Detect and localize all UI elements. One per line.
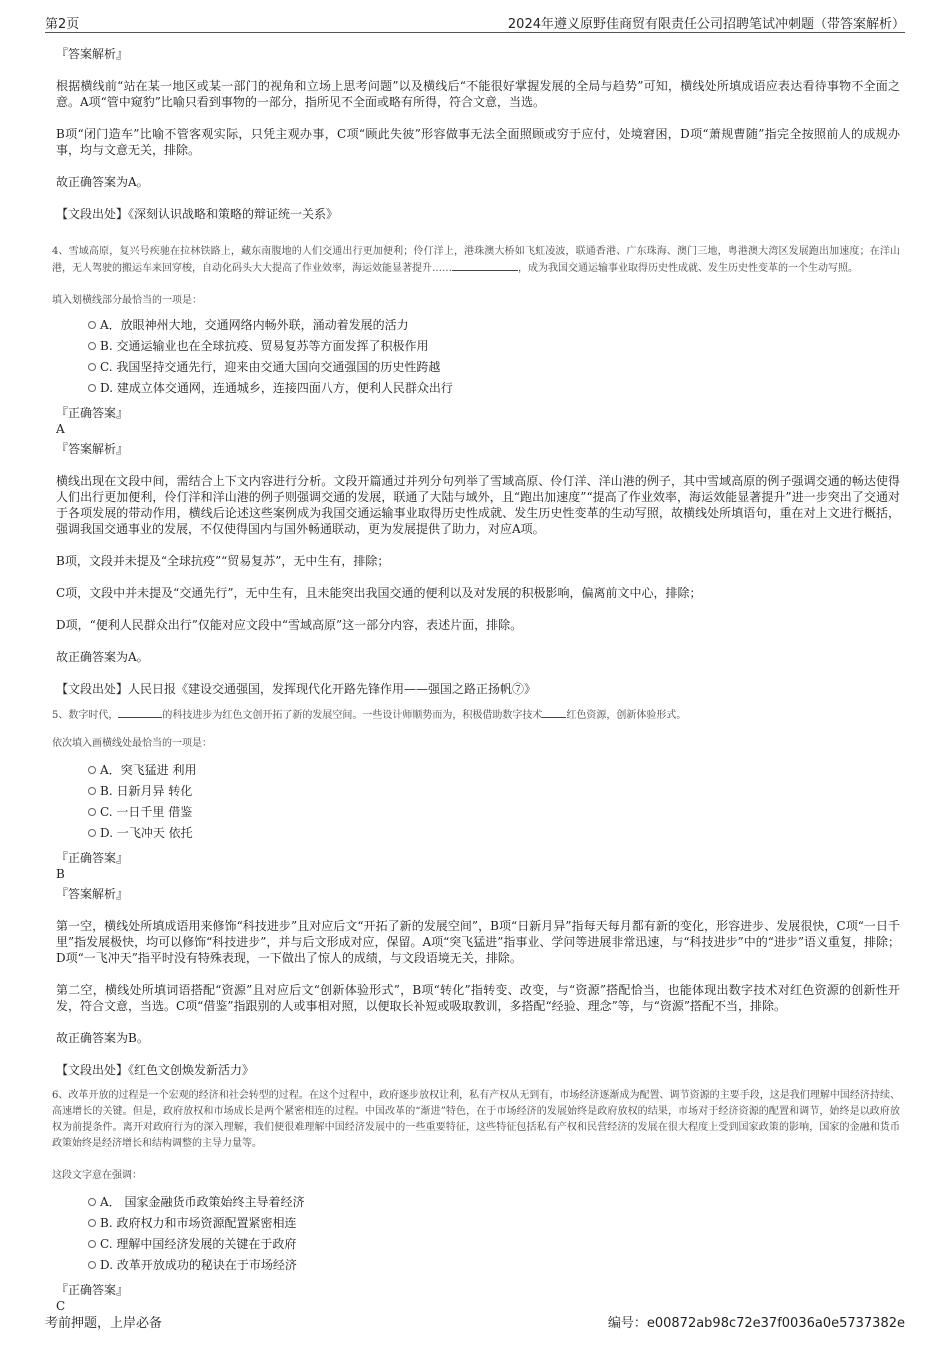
fill-blank (542, 707, 566, 718)
analysis-paragraph: 故正确答案为B。 (56, 1031, 149, 1045)
option-b[interactable]: B. 交通运输业也在全球抗疫、贸易复苏等方面发挥了积极作用 (52, 338, 900, 359)
option-a[interactable]: A． 国家金融货币政策始终主导着经济 (52, 1194, 900, 1215)
page-header (45, 12, 905, 33)
page-number: 第2页 (45, 17, 80, 32)
analysis-paragraph: 第一空，横线处所填成语用来修饰“科技进步”且对应后文“开拓了新的发展空间”，B项“日新月异”指每天每月都有新的变化，形容进步、发展很快，C项“一日千里”指发展极快，均可以修饰“科技进步”，并与后文形成对应，保留。A项“突飞猛进”指事业、学问等进展非常迅速，与“科技进步”中的“进步”语义重复，排除；D项“一飞冲天”指平时没有特殊表现，一下做出了惊人的成绩，与文段语境无关，排除。 (56, 919, 900, 965)
source-citation: 【文段出处】《红色文创焕发新活力》 (56, 1063, 255, 1077)
analysis-paragraph: D项，“便利人民群众出行”仅能对应文段中“雪域高原”这一部分内容，表述片面，排除。 (56, 618, 523, 632)
radio-icon[interactable] (88, 1240, 96, 1248)
radio-icon[interactable] (88, 321, 96, 329)
analysis-label: 『答案解析』 (56, 47, 129, 61)
radio-icon[interactable] (88, 829, 96, 837)
option-a[interactable]: A．放眼神州大地，交通网络内畅外联，涌动着发展的活力 (52, 317, 900, 338)
option-d[interactable]: D. 建成立体交通网，连通城乡，连接四面八方，便利人民群众出行 (52, 380, 900, 401)
analysis-paragraph: 第二空，横线处所填词语搭配“资源”且对应后文“创新体验形式”，B项“转化”指转变、改变，与“资源”搭配恰当，也能体现出数字技术对红色资源的创新性开发，符合文意，当选。C项“借鉴”指跟别的人或事相对照，以便取长补短或吸取教训，多搭配“经验、理念”等，与“资源”搭配不当，排除。 (56, 983, 900, 1013)
option-c[interactable]: C. 我国坚持交通先行，迎来由交通大国向交通强国的历史性跨越 (52, 359, 900, 380)
question-5-prompt: 依次填入画横线处最恰当的一项是： (52, 738, 212, 749)
analysis-paragraph: 故正确答案为A。 (56, 650, 149, 664)
question-4-options (52, 317, 900, 401)
radio-icon[interactable] (88, 1219, 96, 1227)
radio-icon[interactable] (88, 1261, 96, 1269)
correct-answer-label: 『正确答案』 (56, 406, 129, 420)
question-5-text: 5、数字时代， 的科技进步为红色文创开拓了新的发展空间。一些设计师顺势而为，积极借助数字技术 红色资源，创新体验形式。 (52, 707, 900, 724)
option-a[interactable]: A．突飞猛进 利用 (52, 762, 900, 783)
question-5-options (52, 762, 900, 846)
question-6-options (52, 1194, 900, 1278)
document-body (52, 42, 900, 1314)
correct-answer: C (56, 1299, 66, 1313)
analysis-paragraph: B项，文段并未提及“全球抗疫”“贸易复苏”，无中生有，排除； (56, 554, 390, 568)
source-citation: 【文段出处】《深刻认识战略和策略的辩证统一关系》 (56, 207, 339, 221)
correct-answer: A (56, 422, 65, 436)
source-citation: 【文段出处】人民日报《建设交通强国，发挥现代化开路先锋作用——强国之路正扬帆⑦》 (56, 682, 537, 696)
radio-icon[interactable] (88, 1198, 96, 1206)
footer-slogan: 考前押题，上岸必备 (45, 1316, 163, 1331)
radio-icon[interactable] (88, 384, 96, 392)
option-d[interactable]: D. 一飞冲天 依托 (52, 825, 900, 846)
analysis-label: 『答案解析』 (56, 887, 129, 901)
analysis-paragraph: C项，文段中并未提及“交通先行”，无中生有，且未能突出我国交通的便利以及对发展的积极影响，偏离前文中心，排除； (56, 586, 702, 600)
radio-icon[interactable] (88, 363, 96, 371)
radio-icon[interactable] (88, 766, 96, 774)
question-4-prompt: 填入划横线部分最恰当的一项是： (52, 295, 202, 306)
radio-icon[interactable] (88, 787, 96, 795)
option-b[interactable]: B. 日新月异 转化 (52, 783, 900, 804)
option-c[interactable]: C. 一日千里 借鉴 (52, 804, 900, 825)
correct-answer: B (56, 867, 65, 881)
radio-icon[interactable] (88, 808, 96, 816)
analysis-label: 『答案解析』 (56, 442, 129, 456)
correct-answer-label: 『正确答案』 (56, 1283, 129, 1297)
analysis-paragraph: B项“闭门造车”比喻不管客观实际，只凭主观办事，C项“顾此失彼”形容做事无法全面照顾或穷于应付，处境窘困，D项“萧规曹随”指完全按照前人的成规办事，均与文意无关，排除。 (56, 127, 900, 157)
document-title: 2024年遵义原野佳商贸有限责任公司招聘笔试冲刺题（带答案解析） (507, 17, 905, 32)
document-id: 编号：e00872ab98c72e37f0036a0e5737382e (607, 1316, 905, 1331)
page-footer (45, 1312, 905, 1332)
analysis-paragraph: 根据横线前“站在某一地区或某一部门的视角和立场上思考问题”以及横线后“不能很好掌握发展的全局与趋势”可知，横线处所填成语应表达看待事物不全面之意。A项“管中窥豹”比喻只看到事物的一部分，指所见不全面或略有所得，符合文意，当选。 (56, 79, 900, 109)
question-4-text: 4、雪域高原，复兴号疾驰在拉林铁路上，藏东南腹地的人们交通出行更加便利；伶仃洋上，港珠澳大桥如飞虹凌波，联通香港、广东珠海、澳门三地，粤港澳大湾区发展跑出加速度；在洋山港，无人驾驶的搬运车来回穿梭，自动化码头大大提高了作业效率，海运效能显著提升…… ，成为我国交通运输事业取得历史性成就、发生历史性变革的一个生动写照。 (52, 246, 900, 274)
fill-blank (452, 260, 518, 271)
radio-icon[interactable] (88, 342, 96, 350)
question-6-prompt: 这段文字意在强调： (52, 1170, 142, 1181)
analysis-paragraph: 故正确答案为A。 (56, 175, 149, 189)
correct-answer-label: 『正确答案』 (56, 851, 129, 865)
fill-blank (118, 707, 162, 718)
option-c[interactable]: C. 理解中国经济发展的关键在于政府 (52, 1236, 900, 1257)
question-6-text: 6、改革开放的过程是一个宏观的经济和社会转型的过程。在这个过程中，政府逐步放权让利，私有产权从无到有，市场经济逐渐成为配置、调节资源的主要手段，这是我们理解中国经济持续、高速增长的关键。但是，政府放权和市场成长是两个紧密相连的过程。中国改革的“渐进”特色，在于市场经济的发展始终是政府放权的结果，市场对于经济资源的配置和调节，始终是以政府放权为前提条件。离开对政府行为的深入理解，我们便很难理解中国经济发展中的一些重要特征，这些特征包括私有产权和民营经济的发展在很大程度上受到国家政策的影响，国家的金融和货币政策始终是经济增长和结构调整的主导力量等。 (52, 1090, 900, 1149)
option-d[interactable]: D. 改革开放成功的秘诀在于市场经济 (52, 1257, 900, 1278)
option-b[interactable]: B. 政府权力和市场资源配置紧密相连 (52, 1215, 900, 1236)
analysis-paragraph: 横线出现在文段中间，需结合上下文内容进行分析。文段开篇通过并列分句列举了雪域高原、伶仃洋、洋山港的例子，其中雪域高原的例子强调交通的畅达使得人们出行更加便利，伶仃洋和洋山港的例子则强调交通的发展，联通了大陆与域外，且“跑出加速度”“提高了作业效率，海运效能显著提升”进一步突出了交通对于各项发展的带动作用，横线后论述这些案例成为我国交通运输事业取得历史性成就、发生历史性变革的生动写照，故横线处所填语句，重在对上文进行概括，强调我国交通事业的发展，不仅使得国内与国外畅通联动，更为发展提供了助力，对应A项。 (56, 474, 900, 536)
